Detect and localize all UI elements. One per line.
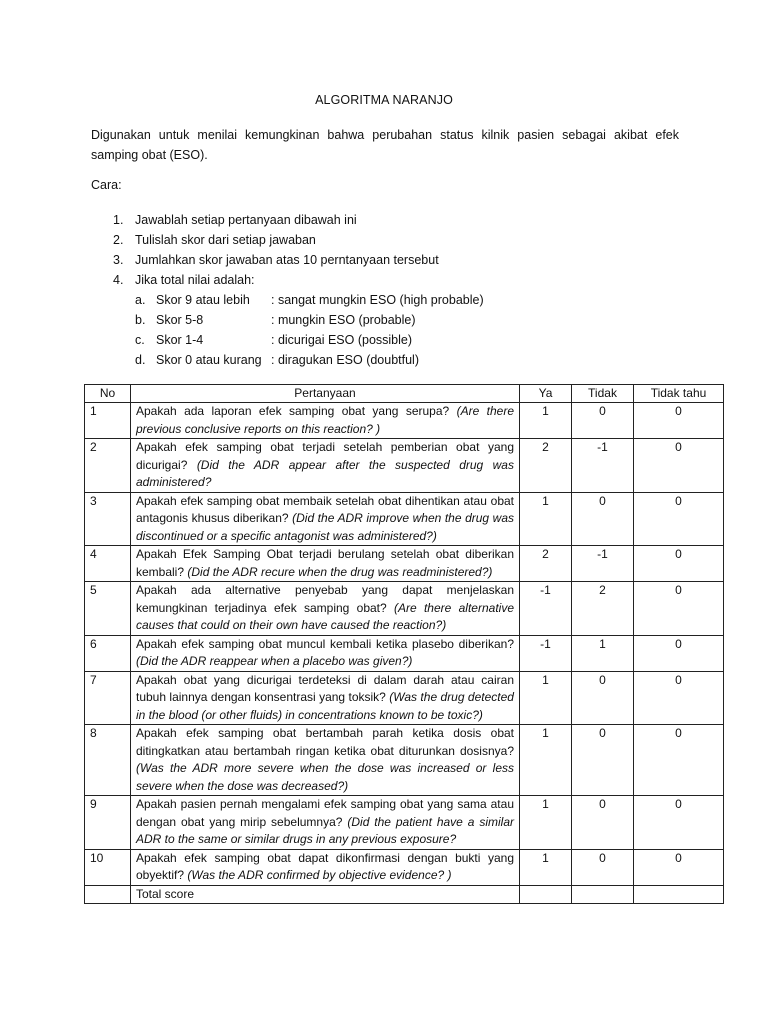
col-header-tidak-tahu: Tidak tahu	[634, 385, 724, 403]
score-tidak: -1	[572, 546, 634, 582]
table-row	[85, 582, 724, 636]
question-text-en: (Did the ADR recure when the drug was readministered?)	[187, 564, 493, 579]
row-number: 3	[85, 492, 131, 546]
question-cell	[131, 671, 520, 725]
total-empty-no	[85, 885, 131, 904]
table-row	[85, 492, 724, 546]
score-tidak-tahu: 0	[634, 492, 724, 546]
question-cell	[131, 439, 520, 493]
question-text-id: Apakah efek samping obat bertambah parah ketika dosis obat ditingkatkan atau bertambah ringan ketika obat diturunkan dosisnya?	[136, 726, 514, 758]
row-number: 5	[85, 582, 131, 636]
score-range-letter: c.	[135, 333, 145, 347]
question-text-id: Apakah efek samping obat dapat dikonfirmasi dengan bukti yang obyektif?	[136, 850, 514, 882]
score-tidak-tahu: 0	[634, 439, 724, 493]
score-range-label: Skor 0 atau kurang	[156, 353, 262, 367]
score-range-letter: d.	[135, 353, 146, 367]
score-range-label: Skor 9 atau lebih	[156, 293, 250, 307]
question-cell	[131, 796, 520, 850]
total-score-row	[85, 885, 724, 904]
intro-paragraph: Digunakan untuk menilai kemungkinan bahwa perubahan status kilnik pasien sebagai akibat efek samping obat (ESO).	[91, 128, 679, 162]
col-header-pertanyaan: Pertanyaan	[131, 385, 520, 403]
table-header-row	[85, 385, 724, 403]
table-row	[85, 725, 724, 796]
question-cell	[131, 635, 520, 671]
score-ya: -1	[520, 635, 572, 671]
score-ya: 1	[520, 403, 572, 439]
question-text-en: (Did the patient have a similar ADR to the same or similar drugs in any previous exposure?	[136, 814, 515, 846]
question-cell	[131, 546, 520, 582]
question-cell	[131, 492, 520, 546]
col-header-ya: Ya	[520, 385, 572, 403]
score-range-desc: : sangat mungkin ESO (high probable)	[271, 293, 484, 307]
row-number: 10	[85, 849, 131, 885]
row-number: 1	[85, 403, 131, 439]
score-ya: -1	[520, 582, 572, 636]
score-tidak: 0	[572, 796, 634, 850]
table-row	[85, 671, 724, 725]
question-text-id: Apakah efek samping obat terjadi setelah pemberian obat yang dicurigai?	[136, 440, 514, 472]
score-tidak: 1	[572, 635, 634, 671]
total-tidak-tahu-cell	[634, 885, 724, 904]
score-tidak-tahu: 0	[634, 403, 724, 439]
score-tidak: 0	[572, 403, 634, 439]
naranjo-table	[84, 384, 724, 904]
total-tidak-cell	[572, 885, 634, 904]
step-number: 4.	[113, 273, 124, 287]
row-number: 9	[85, 796, 131, 850]
row-number: 8	[85, 725, 131, 796]
question-text-en: (Did the ADR reappear when a placebo was given?)	[136, 654, 413, 668]
score-ya: 2	[520, 439, 572, 493]
col-header-tidak: Tidak	[572, 385, 634, 403]
row-number: 4	[85, 546, 131, 582]
step-number: 1.	[113, 213, 124, 227]
score-tidak-tahu: 0	[634, 725, 724, 796]
question-text-en: (Did the ADR improve when the drug was discontinued or a specific antagonist was administered?)	[136, 511, 514, 543]
question-cell	[131, 725, 520, 796]
total-ya-cell	[520, 885, 572, 904]
score-tidak-tahu: 0	[634, 796, 724, 850]
question-text-en: (Are there previous conclusive reports on this reaction? )	[136, 404, 514, 436]
question-text-id: Apakah ada alternative penyebab yang dapat menjelaskan kemungkinan terjadinya efek samping obat?	[136, 583, 514, 615]
score-tidak: 0	[572, 725, 634, 796]
row-number: 6	[85, 635, 131, 671]
step-text: Jika total nilai adalah:	[135, 273, 255, 287]
question-text-id: Apakah pasien pernah mengalami efek samping obat yang sama atau dengan obat yang mirip sebelumnya?	[136, 797, 514, 829]
table-row	[85, 439, 724, 493]
step-text: Tulislah skor dari setiap jawaban	[135, 233, 316, 247]
question-text-id: Apakah obat yang dicurigai terdeteksi di dalam darah atau cairan tubuh lainnya dengan konsentrasi yang toksik?	[136, 672, 514, 704]
question-text-en: (Was the ADR more severe when the dose was increased or less severe when the dose was decreased?)	[136, 761, 514, 793]
table-row	[85, 849, 724, 885]
step-number: 2.	[113, 233, 124, 247]
score-tidak: 2	[572, 582, 634, 636]
score-range-desc: : diragukan ESO (doubtful)	[271, 353, 419, 367]
score-tidak-tahu: 0	[634, 849, 724, 885]
score-ya: 1	[520, 796, 572, 850]
question-cell	[131, 582, 520, 636]
score-tidak-tahu: 0	[634, 635, 724, 671]
question-text-id: Apakah efek samping obat muncul kembali ketika plasebo diberikan?	[136, 636, 514, 651]
table-row	[85, 796, 724, 850]
step-text: Jumlahkan skor jawaban atas 10 perntanyaan tersebut	[135, 253, 439, 267]
question-cell	[131, 403, 520, 439]
score-range-desc: : mungkin ESO (probable)	[271, 313, 416, 327]
table-row	[85, 403, 724, 439]
score-ya: 1	[520, 671, 572, 725]
score-range-letter: a.	[135, 293, 146, 307]
score-range-label: Skor 5-8	[156, 313, 204, 327]
col-header-no: No	[85, 385, 131, 403]
question-text-id: Apakah efek samping obat membaik setelah obat dihentikan atau obat antagonis khusus diberikan?	[136, 493, 514, 525]
question-text-en: (Was the ADR confirmed by objective evidence? )	[187, 868, 452, 882]
question-text-en: (Was the drug detected in the blood (or other fluids) in concentrations known to be toxic?)	[136, 690, 514, 722]
table-row	[85, 635, 724, 671]
row-number: 7	[85, 671, 131, 725]
step-text: Jawablah setiap pertanyaan dibawah ini	[135, 213, 357, 227]
row-number: 2	[85, 439, 131, 493]
score-tidak: 0	[572, 671, 634, 725]
page-title: ALGORITMA NARANJO	[315, 93, 453, 107]
score-ya: 1	[520, 492, 572, 546]
cara-label: Cara:	[91, 178, 122, 192]
question-cell	[131, 849, 520, 885]
score-tidak: -1	[572, 439, 634, 493]
score-range-letter: b.	[135, 313, 146, 327]
score-tidak: 0	[572, 492, 634, 546]
step-number: 3.	[113, 253, 124, 267]
score-tidak-tahu: 0	[634, 582, 724, 636]
question-text-id: Apakah Efek Samping Obat terjadi berulang setelah obat diberikan kembali?	[136, 547, 514, 579]
question-text-id: Apakah ada laporan efek samping obat yang serupa?	[136, 404, 450, 418]
score-ya: 1	[520, 725, 572, 796]
score-ya: 1	[520, 849, 572, 885]
question-text-en: (Did the ADR appear after the suspected drug was administered?	[136, 457, 514, 489]
question-text-en: (Are there alternative causes that could on their own have caused the reaction?)	[136, 600, 514, 632]
score-range-desc: : dicurigai ESO (possible)	[271, 333, 413, 347]
score-tidak-tahu: 0	[634, 671, 724, 725]
score-range-label: Skor 1-4	[156, 333, 204, 347]
score-tidak-tahu: 0	[634, 546, 724, 582]
score-ya: 2	[520, 546, 572, 582]
total-score-label: Total score	[131, 885, 520, 904]
table-row	[85, 546, 724, 582]
score-tidak: 0	[572, 849, 634, 885]
